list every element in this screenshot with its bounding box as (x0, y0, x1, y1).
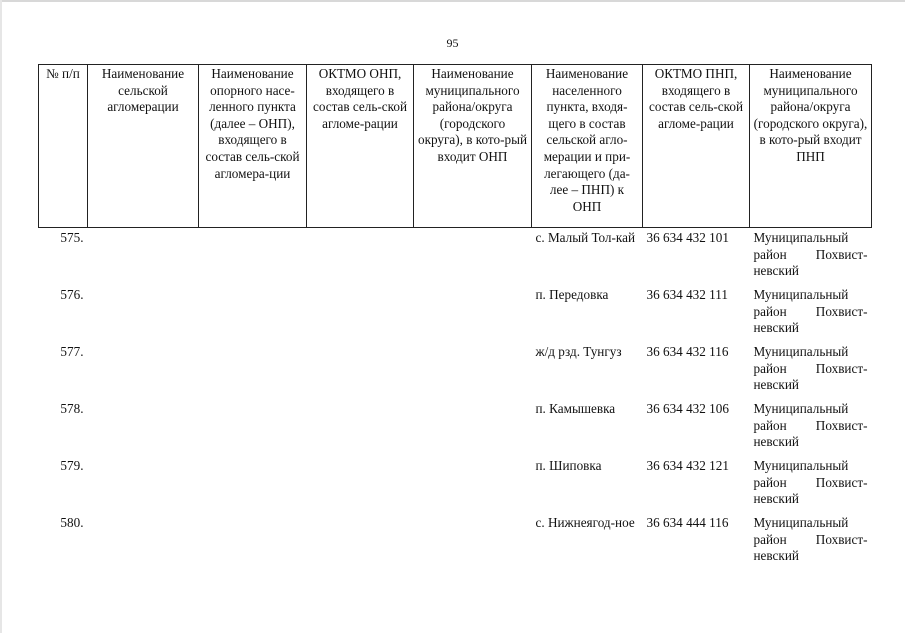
header-onp-name: Наименование опорного насе-ленного пункта (далее – ОНП), входящего в состав сель-ской агломера-ции (199, 65, 307, 228)
table-header (39, 65, 872, 228)
pnp-name-cell: с. Малый Тол-кай (535, 230, 636, 245)
onp-cell (199, 228, 307, 286)
onp-district-cell (414, 228, 532, 286)
pnp-name-cell: п. Камышевка (535, 401, 616, 416)
header-row-number: № п/п (39, 65, 88, 228)
row-number: 577. (60, 344, 84, 359)
onp-district-cell (414, 399, 532, 456)
pnp-district-cell: Муниципальный район Похвист-невский (753, 515, 868, 564)
pnp-name-cell: п. Шиповка (535, 458, 602, 473)
header-pnp-district: Наименование муниципального района/округа (городского округа), в кото-рый входит ПНП (750, 65, 872, 228)
onp-oktmo-cell (307, 456, 414, 513)
table-row (39, 342, 872, 399)
header-onp-district: Наименование муниципального района/округа (городского округа), в кото-рый входит ОНП (414, 65, 532, 228)
onp-district-cell (414, 342, 532, 399)
pnp-name-cell: п. Передовка (535, 287, 609, 302)
agglomeration-cell (88, 342, 199, 399)
table-header-row (39, 65, 872, 228)
pnp-district-cell: Муниципальный район Похвист-невский (753, 344, 868, 393)
pnp-oktmo-cell: 36 634 432 121 (646, 458, 729, 473)
table-row (39, 513, 872, 570)
header-pnp-oktmo: ОКТМО ПНП, входящего в состав сель-ской агломе-рации (643, 65, 750, 228)
onp-cell (199, 342, 307, 399)
header-pnp-name: Наименование населенного пункта, входя-щего в состав сельской агло-мерации и при-легающего (да-лее – ПНП) к ОНП (532, 65, 643, 228)
onp-cell (199, 456, 307, 513)
table-row (39, 285, 872, 342)
onp-district-cell (414, 456, 532, 513)
agglomeration-cell (88, 228, 199, 286)
table-row (39, 399, 872, 456)
pnp-oktmo-cell: 36 634 432 106 (646, 401, 729, 416)
table-body (39, 228, 872, 571)
pnp-oktmo-cell: 36 634 432 101 (646, 230, 729, 245)
pnp-oktmo-cell: 36 634 444 116 (646, 515, 729, 530)
agglomeration-cell (88, 399, 199, 456)
onp-oktmo-cell (307, 228, 414, 286)
pnp-district-cell: Муниципальный район Похвист-невский (753, 458, 868, 507)
table-row (39, 456, 872, 513)
row-number: 575. (60, 230, 84, 245)
row-number: 580. (60, 515, 84, 530)
onp-district-cell (414, 285, 532, 342)
scan-top-edge (0, 0, 905, 2)
settlements-table (38, 64, 872, 570)
onp-district-cell (414, 513, 532, 570)
onp-oktmo-cell (307, 513, 414, 570)
page-number: 95 (446, 36, 459, 50)
onp-cell (199, 513, 307, 570)
pnp-name-cell: ж/д рзд. Тунгуз (535, 344, 622, 359)
pnp-district-cell: Муниципальный район Похвист-невский (753, 230, 868, 279)
table-row (39, 228, 872, 286)
onp-cell (199, 399, 307, 456)
pnp-oktmo-cell: 36 634 432 116 (646, 344, 729, 359)
scan-left-edge (0, 0, 2, 633)
agglomeration-cell (88, 285, 199, 342)
onp-oktmo-cell (307, 285, 414, 342)
agglomeration-cell (88, 513, 199, 570)
pnp-district-cell: Муниципальный район Похвист-невский (753, 287, 868, 336)
pnp-oktmo-cell: 36 634 432 111 (646, 287, 728, 302)
row-number: 578. (60, 401, 84, 416)
pnp-district-cell: Муниципальный район Похвист-невский (753, 401, 868, 450)
header-onp-oktmo: ОКТМО ОНП, входящего в состав сель-ской агломе-рации (307, 65, 414, 228)
header-agglomeration-name: Наименование сельской агломерации (88, 65, 199, 228)
onp-oktmo-cell (307, 342, 414, 399)
row-number: 576. (60, 287, 84, 302)
onp-cell (199, 285, 307, 342)
agglomeration-cell (88, 456, 199, 513)
pnp-name-cell: с. Нижнеягод-ное (535, 515, 635, 530)
onp-oktmo-cell (307, 399, 414, 456)
row-number: 579. (60, 458, 84, 473)
